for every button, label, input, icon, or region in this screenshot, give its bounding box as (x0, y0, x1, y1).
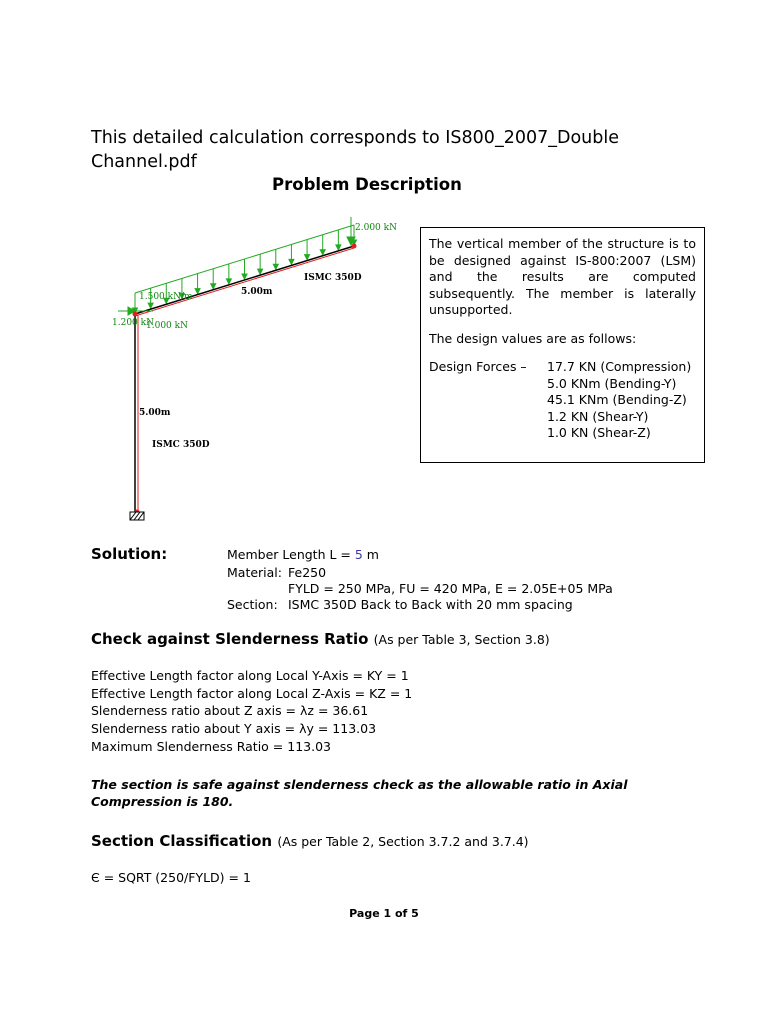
material-value: Fe250 (288, 565, 327, 580)
design-force-row (429, 392, 696, 409)
slenderness-reference: (As per Table 3, Section 3.8) (373, 632, 550, 647)
member-length-value: 5 (354, 547, 363, 562)
design-forces-label: Design Forces – (429, 359, 527, 374)
material-key: Material: (227, 565, 282, 580)
problem-description-heading: Problem Description (272, 175, 462, 194)
udl-arrow-head (195, 289, 200, 294)
slenderness-line: Slenderness ratio about Z axis = λz = 36.61 (91, 703, 369, 718)
info-paragraph: The vertical member of the structure is to be designed against IS-800:2007 (LSM) and the results are computed subsequently. The member is laterally unsupported. (429, 236, 696, 317)
member-length-row (227, 547, 379, 563)
top-load-label: 2.000 kN (355, 223, 397, 233)
solution-label: Solution: (91, 545, 168, 563)
slenderness-heading: Check against Slenderness Ratio (91, 630, 369, 648)
beam-length-label: 5.00m (241, 287, 273, 297)
design-force-value: 1.2 KN (Shear-Y) (547, 408, 649, 424)
section-key: Section: (227, 597, 278, 612)
udl-arrow-head (148, 303, 153, 308)
beam-section-label: ISMC 350D (304, 273, 362, 283)
member-length-label: Member Length L = (227, 547, 355, 562)
document-title: This detailed calculation corresponds to IS800_2007_Double Channel.pdf (91, 128, 619, 172)
udl-arrow-head (258, 269, 263, 274)
node-load-left-label: 1.200 kN (112, 318, 154, 328)
udl-arrow-head (211, 284, 216, 289)
slenderness-line: Effective Length factor along Local Z-Axis = KZ = 1 (91, 686, 413, 701)
design-force-value: 5.0 KNm (Bending-Y) (547, 375, 677, 391)
material-properties: FYLD = 250 MPa, FU = 420 MPa, E = 2.05E+05 MPa (288, 581, 613, 596)
design-force-row (429, 425, 696, 442)
design-force-row (429, 376, 696, 393)
material-properties-row (227, 581, 613, 597)
classification-reference: (As per Table 2, Section 3.7.2 and 3.7.4) (277, 834, 529, 849)
udl-arrow-head (320, 250, 325, 255)
slenderness-line: Effective Length factor along Local Y-Axis = KY = 1 (91, 668, 409, 683)
design-force-value: 17.7 KN (Compression) (547, 359, 692, 374)
udl-arrow-head (305, 255, 310, 260)
slenderness-safe-note: The section is safe against slenderness check as the allowable ratio in Axial Compression is 180. (91, 777, 628, 809)
udl-arrow-head (226, 279, 231, 284)
structure-diagram (108, 215, 408, 525)
node-load-right-label: 1.000 kN (146, 321, 188, 331)
slenderness-heading-row (91, 630, 550, 648)
udl-arrow-head (336, 245, 341, 250)
problem-info-box (420, 227, 705, 463)
design-force-value: 1.0 KN (Shear-Z) (547, 425, 651, 440)
slenderness-line: Maximum Slenderness Ratio = 113.03 (91, 739, 331, 754)
info-paragraph: The design values are as follows: (429, 330, 637, 346)
udl-arrow-head (273, 264, 278, 269)
design-force-row (429, 359, 696, 376)
udl-label: 1.500 kN/m (139, 292, 193, 302)
fixed-support-icon (130, 512, 144, 520)
column-section-label: ISMC 350D (152, 440, 210, 450)
section-value: ISMC 350D Back to Back with 20 mm spacing (288, 597, 573, 612)
page-number: Page 1 of 5 (349, 907, 419, 920)
slenderness-line: Slenderness ratio about Y axis = λy = 113.03 (91, 721, 377, 736)
design-force-value: 45.1 KNm (Bending-Z) (547, 392, 687, 407)
design-force-row (429, 409, 696, 426)
epsilon-line: Є = SQRT (250/FYLD) = 1 (91, 870, 251, 885)
material-row (227, 565, 326, 581)
udl-arrow-head (289, 259, 294, 264)
udl-arrow-head (242, 274, 247, 279)
classification-heading: Section Classification (91, 832, 273, 850)
section-row (227, 597, 573, 613)
classification-heading-row (91, 832, 529, 850)
member-length-unit: m (362, 547, 379, 562)
column-length-label: 5.00m (139, 408, 171, 418)
